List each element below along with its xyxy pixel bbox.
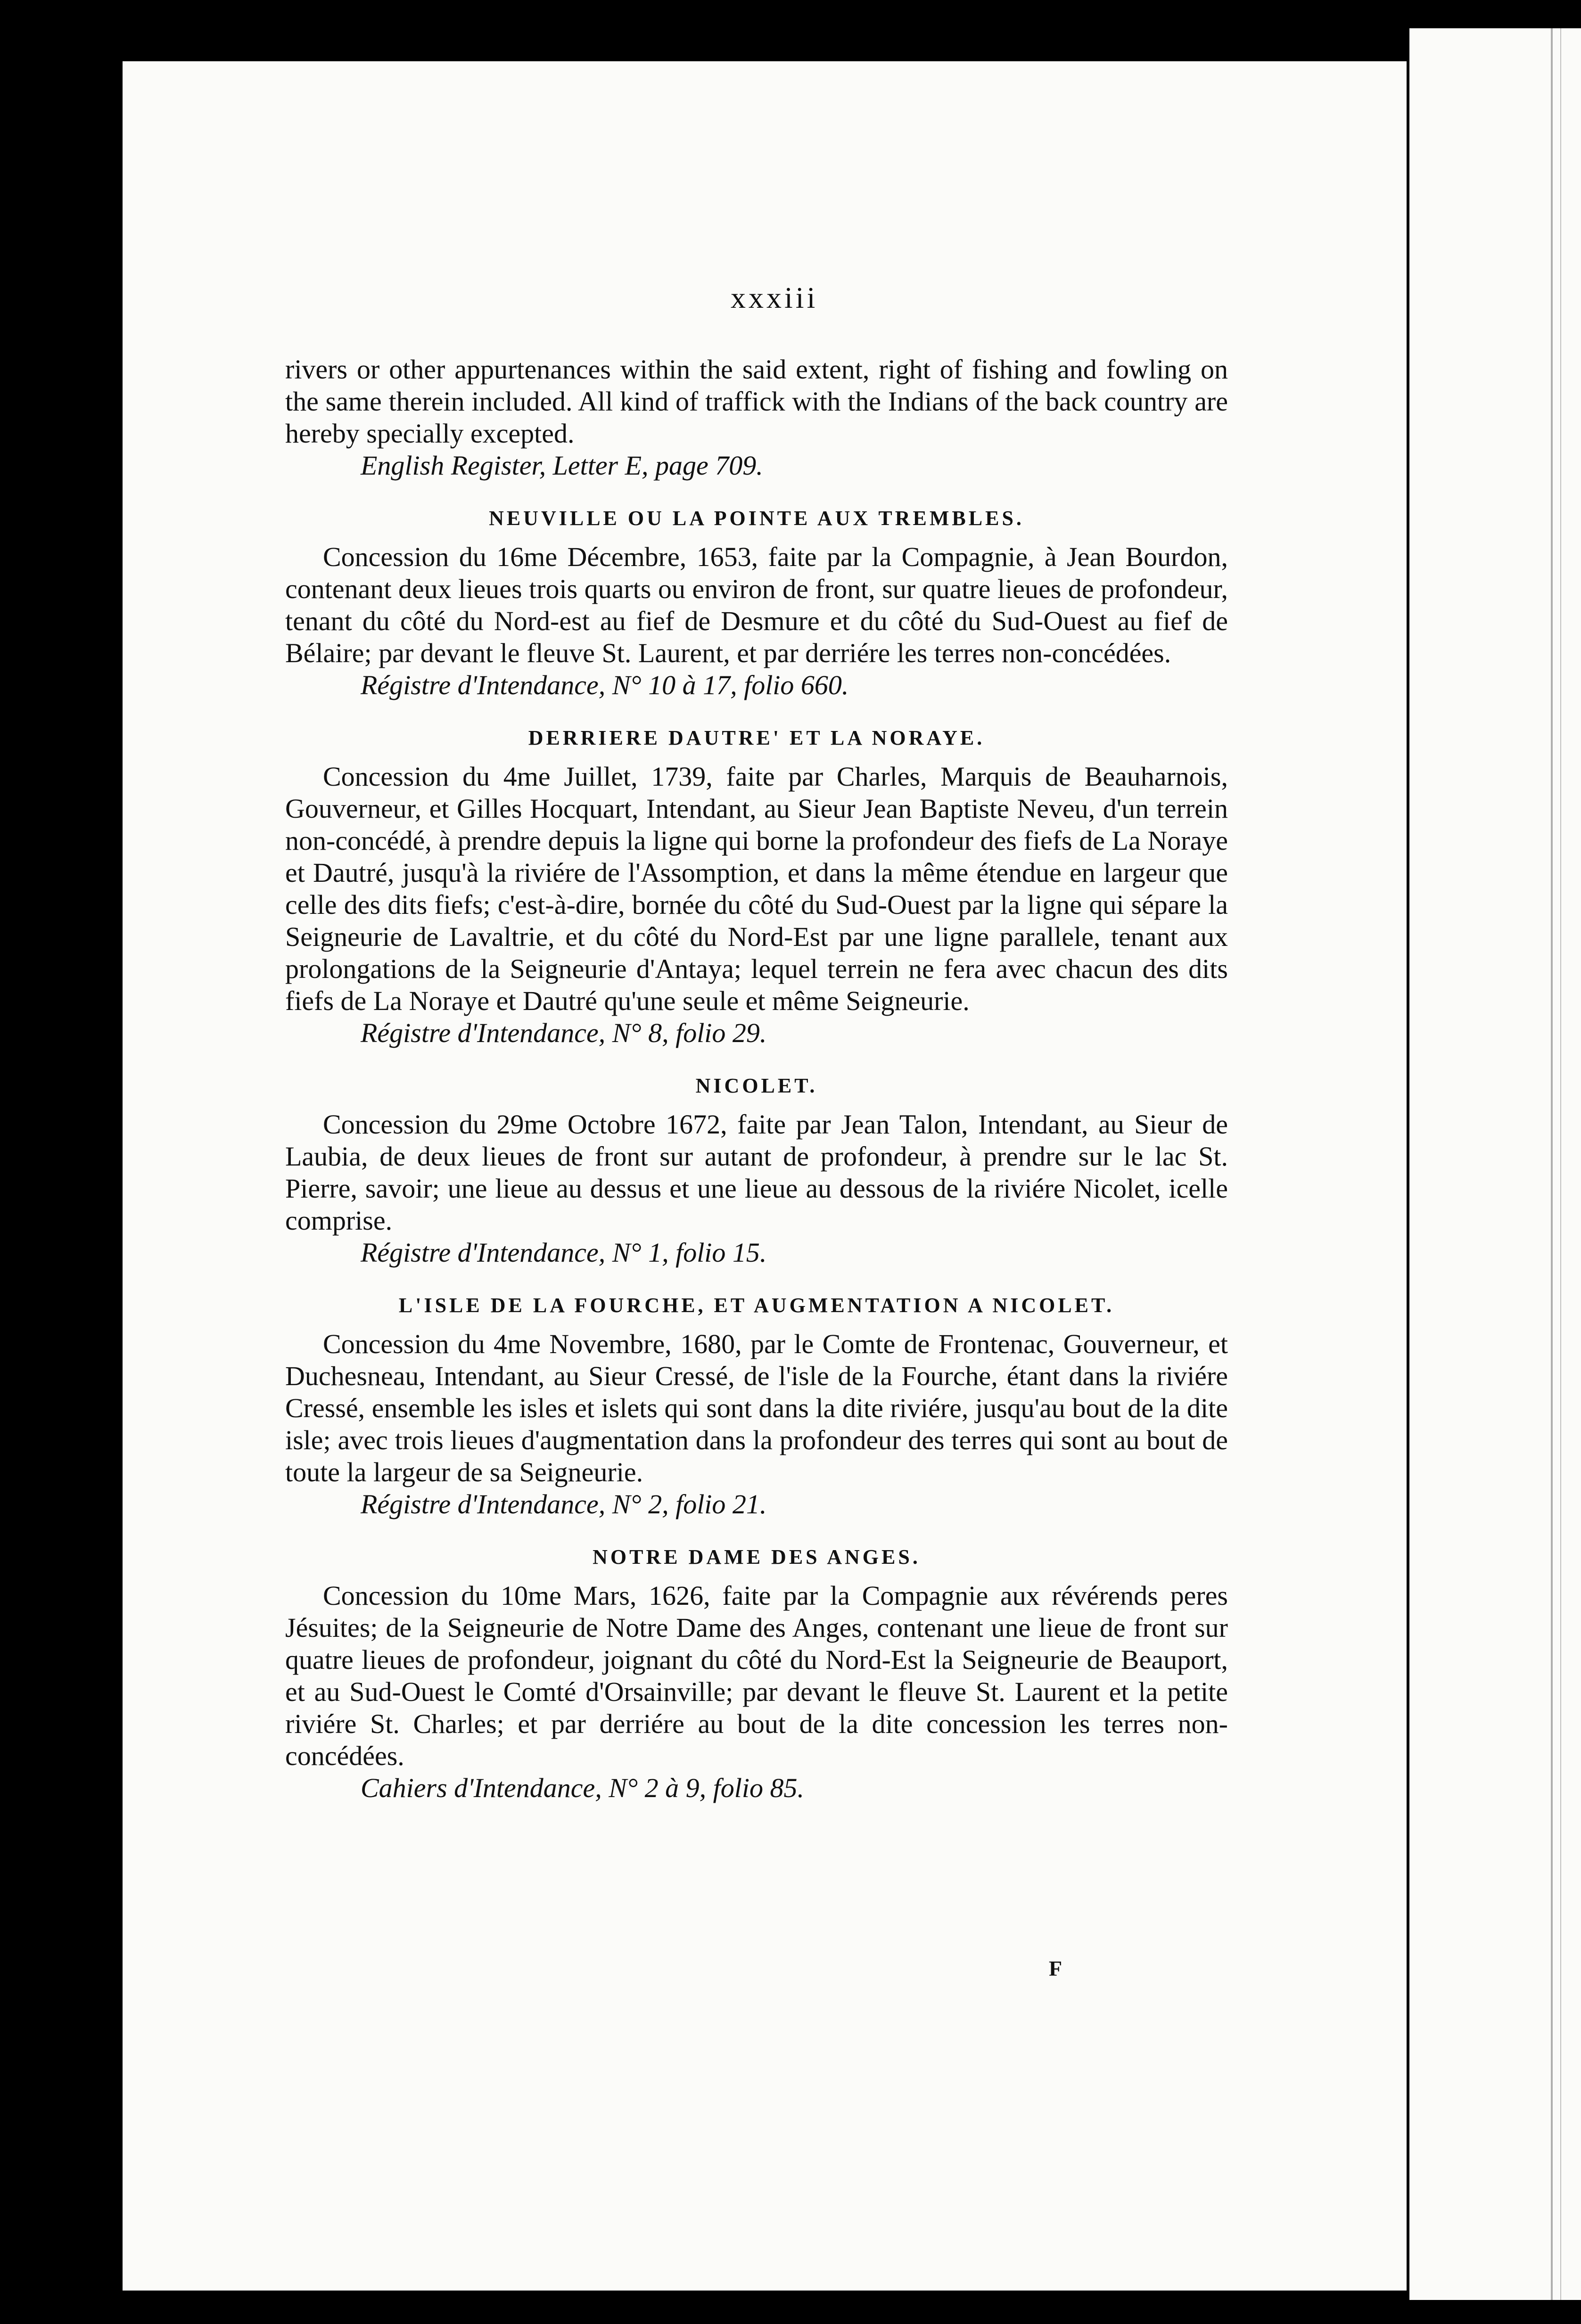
- entry-heading: L'ISLE DE LA FOURCHE, ET AUGMENTATION A NICOLET.: [398, 1294, 1115, 1317]
- entry-reference: Régistre d'Intendance, N° 8, folio 29.: [361, 1018, 767, 1048]
- entry-paragraph: Concession du 4me Novembre, 1680, par le Comte de Frontenac, Gouverneur, et Duchesneau, Intendant, au Sieur Cressé, de l'isle de la Fourche, étant dans la riviére Cressé, ensemble les isles et islets qui sont dans la dite riviére, jusqu'au bout de la dite isle; avec trois lieues d'augmentation dans la profondeur des terres qui sont au bout de toute la largeur de sa Seigneurie.: [285, 1329, 1228, 1487]
- entry-reference: Cahiers d'Intendance, N° 2 à 9, folio 85.: [361, 1773, 804, 1803]
- entry-paragraph: Concession du 29me Octobre 1672, faite par Jean Talon, Intendant, au Sieur de Laubia, de deux lieues de front sur autant de profondeur, à prendre sur le lac St. Pierre, savoir; une lieue au dessus et une lieue au dessous de la riviére Nicolet, icelle comprise.: [285, 1109, 1228, 1236]
- entry-heading: DERRIERE DAUTRE' ET LA NORAYE.: [528, 726, 985, 749]
- entry-reference: Régistre d'Intendance, N° 2, folio 21.: [361, 1489, 767, 1519]
- page-number: xxxiii: [731, 281, 818, 314]
- entry-heading: NOTRE DAME DES ANGES.: [593, 1545, 921, 1568]
- entry-paragraph: Concession du 10me Mars, 1626, faite par la Compagnie aux révérends peres Jésuites; de la Seigneurie de Notre Dame des Anges, contenant une lieue de front sur quatre lieues de profondeur, joignant du côté du Nord-Est la Seigneurie de Beauport, et au Sud-Ouest le Comté d'Orsainville; par devant le fleuve St. Laurent et la petite riviére St. Charles; et par derriére au bout de la dite concession les terres non-concédées.: [285, 1580, 1228, 1771]
- entry-paragraph: Concession du 16me Décembre, 1653, faite par la Compagnie, à Jean Bourdon, contenant deux lieues trois quarts ou environ de front, sur quatre lieues de profondeur, tenant du côté du Nord-est au fief de Desmure et du côté du Sud-Ouest au fief de Bélaire; par devant le fleuve St. Laurent, et par derriére les terres non-concédées.: [285, 542, 1228, 668]
- entry-heading: NICOLET.: [695, 1074, 818, 1097]
- entry-reference: Régistre d'Intendance, N° 1, folio 15.: [361, 1237, 767, 1268]
- intro-paragraph: rivers or other appurtenances within the said extent, right of fishing and fowling on the same therein included. All kind of traffick with the Indians of the back country are hereby specially excepted.: [285, 354, 1228, 449]
- binding-shadow: [87, 90, 106, 2107]
- page-edge: [1407, 28, 1581, 2300]
- signature-mark: F: [1049, 1956, 1062, 1980]
- body-text: [285, 264, 1228, 1822]
- entry-reference: Régistre d'Intendance, N° 10 à 17, folio 660.: [361, 670, 849, 700]
- entry-heading: NEUVILLE OU LA POINTE AUX TREMBLES.: [489, 507, 1024, 530]
- entry-paragraph: Concession du 4me Juillet, 1739, faite par Charles, Marquis de Beauharnois, Gouverneur, et Gilles Hocquart, Intendant, au Sieur Jean Baptiste Neveu, d'un terrein non-concédé, à prendre depuis la ligne qui borne la profondeur des fiefs de La Noraye et Dautré, jusqu'à la riviére de l'Assomption, et dans la même étendue en largeur que celle des dits fiefs; c'est-à-dire, bornée du côté du Sud-Ouest par la ligne qui sépare la Seigneurie de Lavaltrie, et du côté du Nord-Est par une ligne parallele, tenant aux prolongations de la Seigneurie d'Antaya; lequel terrein ne fera avec chacun des dits fiefs de La Noraye et Dautré qu'une seule et même Seigneurie.: [285, 761, 1228, 1016]
- intro-reference: English Register, Letter E, page 709.: [361, 450, 763, 481]
